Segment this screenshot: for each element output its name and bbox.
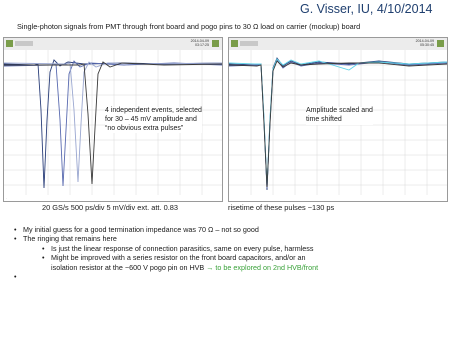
annotation-line: for 30 – 45 mV amplitude and <box>105 115 197 123</box>
scope-timestamp <box>191 39 209 48</box>
waveform-plot <box>229 50 447 201</box>
scope-status-icon <box>212 40 219 47</box>
sub-bullet-item <box>42 253 444 272</box>
sub-bullet-item: • Is just the linear response of connection parasitics, same on every pulse, harmless <box>42 244 444 253</box>
scope-settings-caption: 20 GS/s 500 ps/div 5 mV/div ext. att. 0.83 <box>42 203 178 212</box>
annotation-right <box>306 107 373 125</box>
sub-bullet-continuation: isolation resistor at the −600 V pogo pin on HVB <box>51 262 205 272</box>
scope-status-icon <box>6 40 13 47</box>
timestamp-date: 2014-04-09 <box>190 39 209 43</box>
scope-menu-bar <box>240 41 258 46</box>
scope-timestamp <box>416 39 434 48</box>
scope-axis-ticks <box>6 196 7 200</box>
author-title: G. Visser, IU, 4/10/2014 <box>300 2 433 16</box>
scope-toolbar <box>4 38 222 50</box>
scope-status-icon <box>437 40 444 47</box>
bullet-item: • My initial guess for a good termination impedance was 70 Ω – not so good <box>14 225 444 234</box>
sub-bullet-list <box>23 244 444 272</box>
sub-bullet-text: Might be improved with a series resistor on the front board capacitors, and/or an <box>51 253 306 263</box>
svg-text:·: · <box>6 196 7 200</box>
bullet-text: The ringing that remains here <box>23 234 117 244</box>
annotation-line: Amplitude scaled and <box>306 107 373 114</box>
scope-toolbar <box>229 38 447 50</box>
annotation-line: time shifted <box>306 115 342 123</box>
timestamp-time: 03:17:25 <box>195 43 209 48</box>
highlight-text: → to be explored on 2nd HVB/front <box>206 262 319 272</box>
scope-menu-bar <box>15 41 33 46</box>
scope-status-icon <box>231 40 238 47</box>
bullet-item <box>14 234 444 272</box>
bullet-list <box>14 225 444 272</box>
timestamp-time: 05:30:45 <box>420 43 434 48</box>
annotation-line: 4 independent events, selected <box>105 107 202 114</box>
risetime-caption: risetime of these pulses ~130 ps <box>228 203 335 212</box>
timestamp-date: 2014-04-09 <box>415 39 434 43</box>
annotation-line: “no obvious extra pulses” <box>105 124 184 132</box>
slide-subtitle: Single-photon signals from PMT through front board and pogo pins to 30 Ω load on carrier (mockup) board <box>17 22 361 31</box>
annotation-left <box>105 107 202 133</box>
